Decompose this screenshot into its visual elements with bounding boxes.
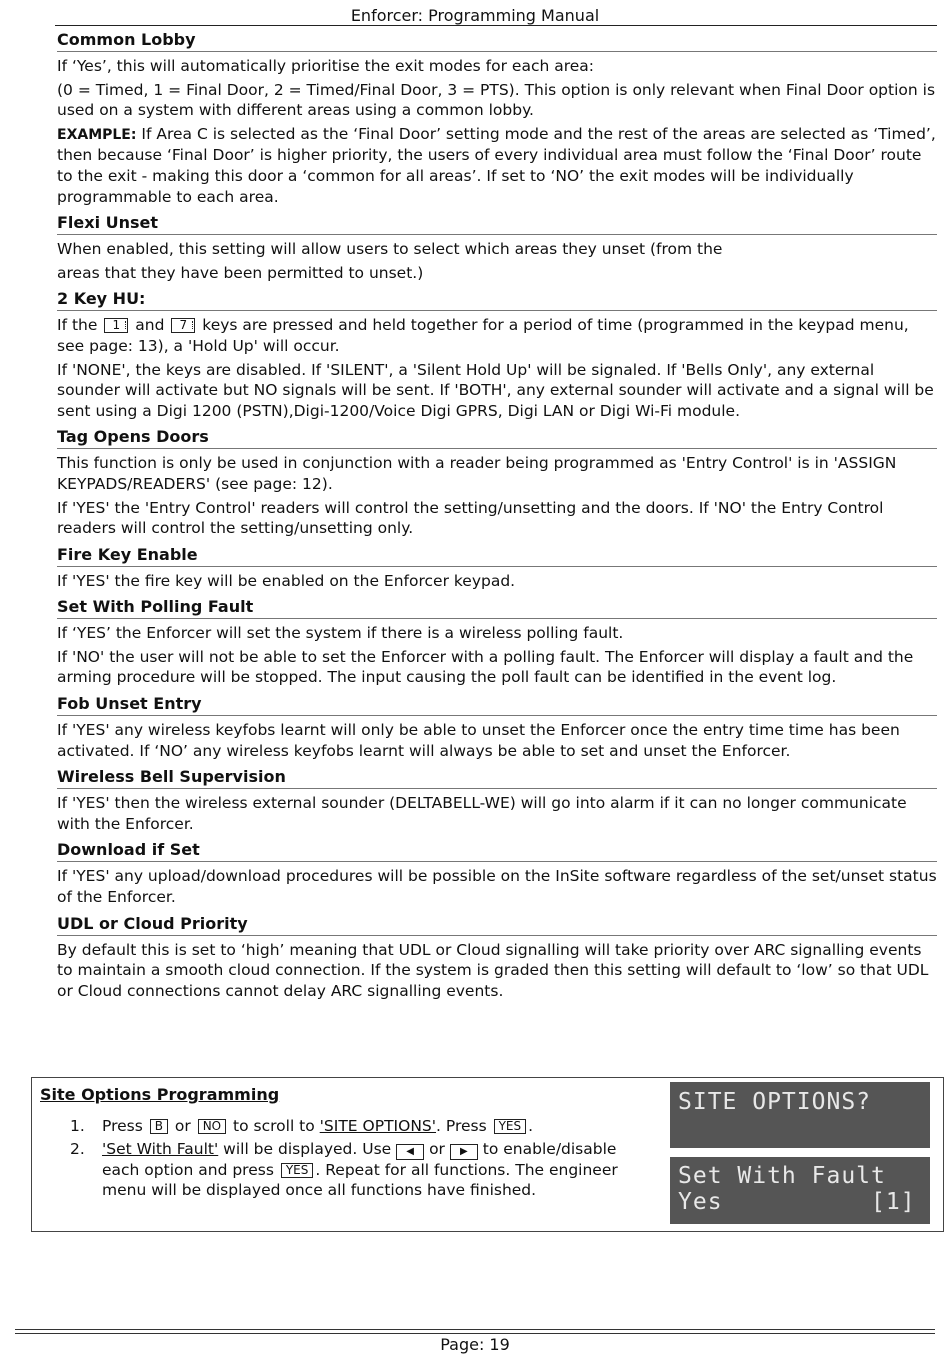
section-title: 2 Key HU: <box>57 286 937 311</box>
step-1 <box>70 1116 630 1137</box>
text-run: to scroll to <box>228 1117 320 1135</box>
text-run: will be displayed. Use <box>218 1139 397 1158</box>
key-1-icon: 1 <box>104 318 128 333</box>
key-b-icon: B <box>150 1119 168 1134</box>
key-7-icon: 7 <box>171 318 195 333</box>
example-label: EXAMPLE: <box>57 126 137 143</box>
footer-rule <box>15 1333 935 1334</box>
paragraph: If ‘Yes’, this will automatically prioritise the exit modes for each area: <box>57 57 595 75</box>
section-flexi-unset <box>57 210 937 283</box>
paragraph: This function is only be used in conjunction with a reader being programmed as 'Entry Control' is in 'ASSIGN KEYPADS/READERS' (see page: 12). <box>57 454 897 493</box>
key-yes-icon: YES <box>281 1163 314 1178</box>
paragraph: By default this is set to ‘high’ meaning that UDL or Cloud signalling will take priority over ARC signalling events to maintain a smooth cloud connection. If the system is graded then this setting will default to ‘low’ so that UDL or Cloud connections cannot delay ARC signalling events. <box>57 940 929 1000</box>
step-number: 1. <box>70 1117 85 1135</box>
section-title: Flexi Unset <box>57 210 937 235</box>
paragraph: If 'NO' the user will not be able to set the Enforcer with a polling fault. The Enforcer will display a fault and the arming procedure will be stopped. The input causing the poll fault can be identified in the event log. <box>57 647 914 687</box>
text-run: or <box>424 1139 450 1158</box>
key-yes-icon: YES <box>494 1119 527 1134</box>
site-options-link: 'SITE OPTIONS' <box>319 1117 437 1135</box>
step-number: 2. <box>70 1139 85 1158</box>
lcd-line-1: SITE OPTIONS? <box>678 1089 872 1115</box>
section-title: Common Lobby <box>57 27 937 52</box>
section-title: Fob Unset Entry <box>57 691 937 716</box>
section-title: Wireless Bell Supervision <box>57 764 937 789</box>
section-2-key-hu <box>57 286 937 421</box>
section-fire-key-enable <box>57 542 937 592</box>
steps-list <box>70 1116 630 1203</box>
section-udl-or-cloud-priority <box>57 911 937 1002</box>
text-run: and <box>130 316 170 335</box>
header-rule <box>55 25 937 26</box>
arrow-right-key-icon: ▶ <box>450 1144 478 1160</box>
section-title: Download if Set <box>57 837 937 862</box>
paragraph: If 'YES' any upload/download procedures will be possible on the InSite software regardless of the set/unset status of the Enforcer. <box>57 867 937 907</box>
text-run: or <box>169 1117 196 1135</box>
set-with-fault-link: 'Set With Fault' <box>102 1139 219 1158</box>
lcd-line-2: Yes [1] <box>678 1189 916 1215</box>
text-run: . Press <box>436 1117 492 1135</box>
section-download-if-set <box>57 837 937 907</box>
footer-rule <box>15 1329 935 1330</box>
box-title: Site Options Programming <box>40 1085 280 1104</box>
paragraph: If 'NONE', the keys are disabled. If 'SILENT', a 'Silent Hold Up' will be signaled. If 'Bells Only', any external sounder will activate but NO signals will be sent. If 'BOTH', any external sounder will activate and a signal will be sent using a Digi 1200 (PSTN),Digi-1200/Voice Digi GPRS, Digi LAN or Digi Wi-Fi module. <box>57 360 934 420</box>
paragraph: (0 = Timed, 1 = Final Door, 2 = Timed/Final Door, 3 = PTS). This option is only relevant when Final Door option is used on a system with different areas using a common lobby. <box>57 80 936 120</box>
paragraph <box>57 315 937 356</box>
section-title: Set With Polling Fault <box>57 594 937 619</box>
example-paragraph <box>57 124 937 207</box>
lcd-display-site-options <box>670 1082 930 1148</box>
paragraph: If ‘YES’ the Enforcer will set the system if there is a wireless polling fault. <box>57 624 624 643</box>
paragraph: If 'YES' any wireless keyfobs learnt will only be able to unset the Enforcer once the entry time time has been activated. If ‘NO’ any wireless keyfobs learnt will always be able to set and unset the Enforcer. <box>57 721 900 760</box>
paragraph: If 'YES' then the wireless external sounder (DELTABELL-WE) will go into alarm if it can no longer communicate with the Enforcer. <box>57 794 907 833</box>
example-text: If Area C is selected as the ‘Final Door’ setting mode and the rest of the areas are selected as ‘Timed’, then because ‘Final Door’ is higher priority, the users of every individual area must follow the ‘Final Door’ route to the exit - making this door a ‘common for all areas’. If set to ‘NO’ the exit modes will be individually programmable to each area. <box>57 124 936 206</box>
paragraph: When enabled, this setting will allow users to select which areas they unset (from the <box>57 240 723 259</box>
page-number: Page: 19 <box>440 1335 510 1354</box>
section-wireless-bell-supervision <box>57 764 937 834</box>
paragraph: If 'YES' the fire key will be enabled on the Enforcer keypad. <box>57 571 516 590</box>
section-title: UDL or Cloud Priority <box>57 911 937 936</box>
section-common-lobby <box>57 27 937 207</box>
text-run: . Repeat for all functions. The engineer menu will be displayed once all functions have finished. <box>102 1160 618 1199</box>
lcd-display-set-with-fault <box>670 1157 930 1224</box>
text-run: keys are pressed and held together for a period of time (programmed in the keypad menu, see page: 13), a 'Hold Up' will occur. <box>57 316 909 355</box>
key-no-icon: NO <box>198 1119 226 1134</box>
paragraph: areas that they have been permitted to unset.) <box>57 263 424 282</box>
text-run: Press <box>102 1117 148 1135</box>
manual-content <box>57 27 937 1004</box>
text-run: to enable/disable each option and press <box>102 1139 617 1179</box>
section-set-with-polling-fault <box>57 594 937 688</box>
text-run: If the <box>57 316 103 335</box>
section-title: Tag Opens Doors <box>57 424 937 449</box>
arrow-left-key-icon: ◀ <box>396 1144 424 1160</box>
section-tag-opens-doors <box>57 424 937 538</box>
text-run: . <box>528 1117 534 1135</box>
section-fob-unset-entry <box>57 691 937 761</box>
lcd-line-1: Set With Fault <box>678 1163 886 1189</box>
section-title: Fire Key Enable <box>57 542 937 567</box>
page-header: Enforcer: Programming Manual <box>350 6 600 25</box>
paragraph: If 'YES' the 'Entry Control' readers will control the setting/unsetting and the doors. If 'NO' the Entry Control readers will control the setting/unsetting only. <box>57 498 884 538</box>
step-2 <box>70 1139 630 1201</box>
